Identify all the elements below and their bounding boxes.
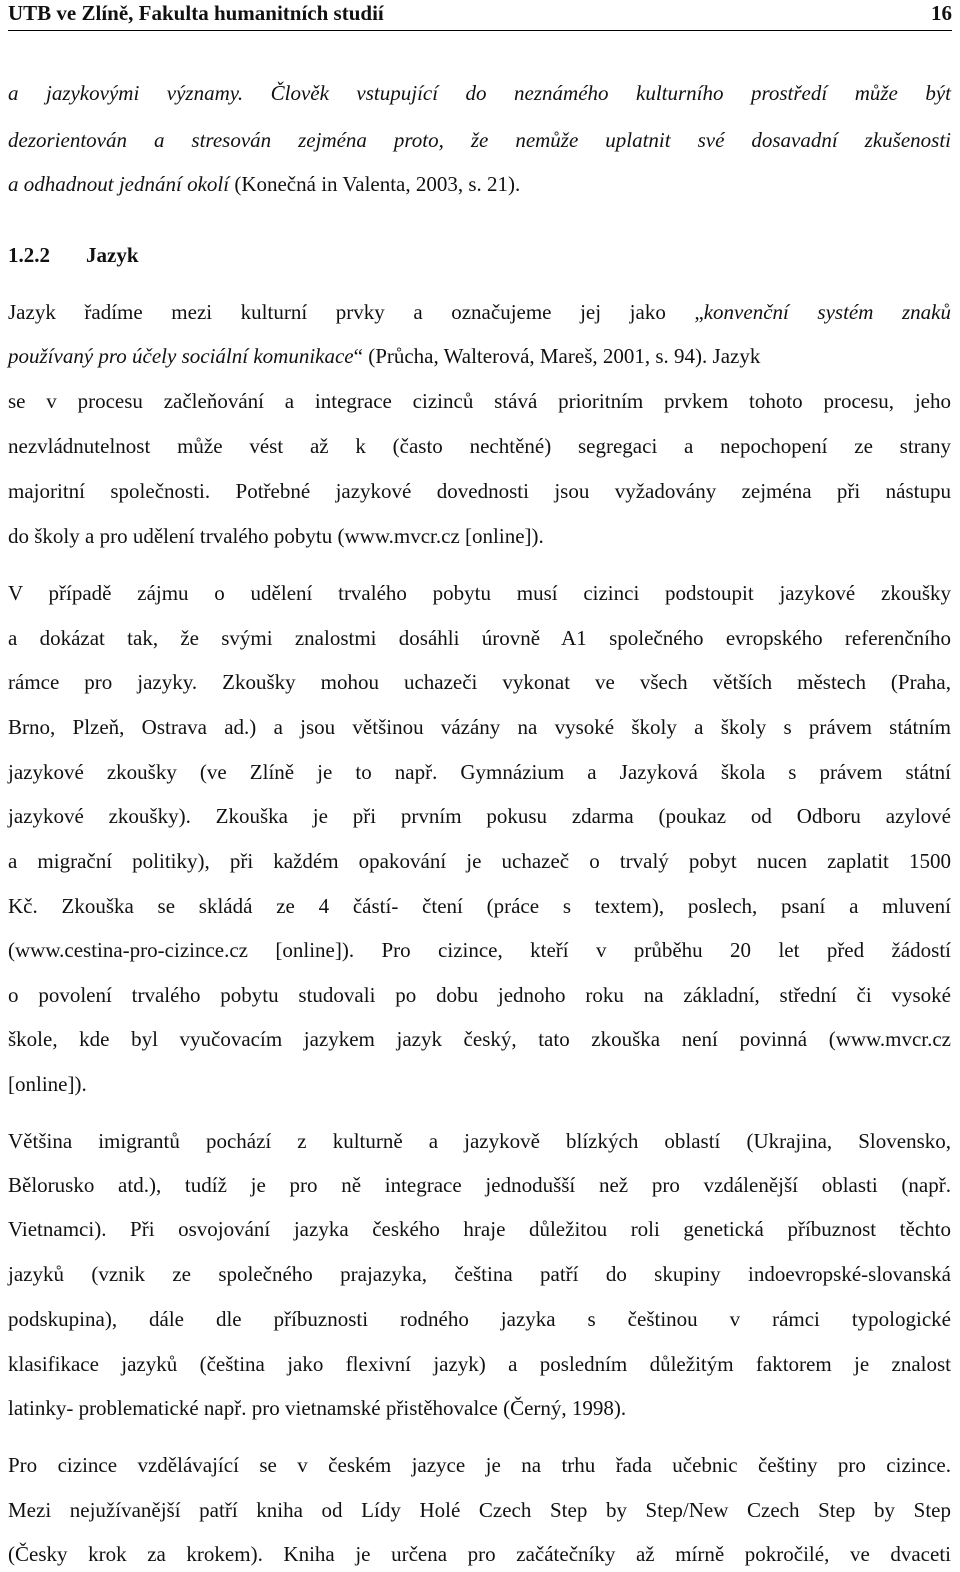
p3-line-5: podskupina), dále dle příbuznosti rodného jazyka s češtinou v rámci typologické — [8, 1307, 951, 1331]
p3-line-1: Většina imigrantů pochází z kulturně a jazykově blízkých oblastí (Ukrajina, Slovensko, — [8, 1129, 951, 1153]
p4-line-3: (Česky krok za krokem). Kniha je určena pro začátečníky až mírně pokročilé, ve dvaceti — [8, 1542, 951, 1566]
p1-line-4: nezvládnutelnost může vést až k (často nechtěné) segregaci a nepochopení ze strany — [8, 434, 951, 458]
intro-line-1: a jazykovými významy. Člověk vstupující do neznámého kulturního prostředí může být — [8, 81, 951, 105]
intro-line-2: dezorientován a stresován zejména proto, že nemůže uplatnit své dosavadní zkušenosti — [8, 128, 951, 152]
p1-line-1-text: Jazyk řadíme mezi kulturní prvky a označujeme jej jako „ — [8, 300, 704, 324]
p2-line-9: (www.cestina-pro-cizince.cz [online]). Pro cizince, kteří v průběhu 20 let před žádostí — [8, 938, 951, 962]
p3-line-7: latinky- problematické např. pro vietnamské přistěhovalce (Černý, 1998). — [8, 1396, 627, 1420]
p2-line-7: a migrační politiky), při každém opakování je uchazeč o trvalý pobyt nucen zaplatit 1500 — [8, 849, 951, 873]
p2-line-8: Kč. Zkouška se skládá ze 4 částí- čtení (práce s textem), poslech, psaní a mluvení — [8, 894, 951, 918]
p1-definition-end: používaný pro účely sociální komunikace — [8, 344, 354, 368]
p2-line-10: o povolení trvalého pobytu studovali po dobu jednoho roku na základní, střední či vysoké — [8, 983, 951, 1007]
header-title: UTB ve Zlíně, Fakulta humanitních studií — [8, 1, 384, 25]
p1-line-2 — [8, 343, 951, 369]
p2-line-4: Brno, Plzeň, Ostrava ad.) a jsou většinou vázány na vysoké školy a školy s právem státním — [8, 715, 951, 739]
page-number: 16 — [931, 1, 952, 25]
intro-citation: (Konečná in Valenta, 2003, s. 21). — [234, 172, 521, 196]
intro-line-3 — [8, 171, 951, 197]
p3-line-6: klasifikace jazyků (čeština jako flexivní jazyk) a posledním důležitým faktorem je znalost — [8, 1352, 951, 1376]
p2-line-11: škole, kde byl vyučovacím jazykem jazyk český, tato zkouška není povinná (www.mvcr.cz — [8, 1027, 951, 1051]
p4-line-2: Mezi nejužívanější patří kniha od Lídy Holé Czech Step by Step/New Czech Step by Step — [8, 1498, 951, 1522]
p2-line-6: jazykové zkoušky). Zkouška je při prvním pokusu zdarma (poukaz od Odboru azylové — [8, 804, 951, 828]
p1-line-3: se v procesu začleňování a integrace cizinců stává prioritním prvkem tohoto procesu, jeho — [8, 389, 951, 413]
p1-line-5: majoritní společnosti. Potřebné jazykové dovednosti jsou vyžadovány zejména při nástupu — [8, 479, 951, 503]
p2-line-5: jazykové zkoušky (ve Zlíně je to např. Gymnázium a Jazyková škola s právem státní — [8, 760, 951, 784]
p3-line-3: Vietnamci). Při osvojování jazyka českého hraje důležitou roli genetická příbuznost těchto — [8, 1217, 951, 1241]
intro-quote-end: a odhadnout jednání okolí — [8, 172, 230, 196]
p1-line-2-rest: “ (Průcha, Walterová, Mareš, 2001, s. 94). Jazyk — [353, 344, 761, 368]
p3-line-4: jazyků (vznik ze společného prajazyka, čeština patří do skupiny indoevropské-slovanská — [8, 1262, 951, 1286]
section-title: Jazyk — [86, 243, 139, 267]
section-heading — [8, 242, 951, 268]
p2-line-1: V případě zájmu o udělení trvalého pobytu musí cizinci podstoupit jazykové zkoušky — [8, 581, 951, 605]
p1-line-6: do školy a pro udělení trvalého pobytu (www.mvcr.cz [online]). — [8, 524, 544, 548]
p1-definition-start: konvenční systém znaků — [703, 300, 951, 324]
page-header — [8, 0, 952, 31]
p2-line-2: a dokázat tak, že svými znalostmi dosáhli úrovně A1 společného evropského referenčního — [8, 626, 951, 650]
p4-line-1: Pro cizince vzdělávající se v českém jazyce je na trhu řada učebnic češtiny pro cizince. — [8, 1453, 951, 1477]
p3-line-2: Bělorusko atd.), tudíž je pro ně integrace jednodušší než pro vzdálenější oblasti (např. — [8, 1173, 951, 1197]
p1-line-1 — [8, 299, 951, 325]
section-number: 1.2.2 — [8, 243, 50, 267]
p2-line-12: [online]). — [8, 1072, 87, 1096]
p2-line-3: rámce pro jazyky. Zkoušky mohou uchazeči vykonat ve všech větších městech (Praha, — [8, 670, 951, 694]
